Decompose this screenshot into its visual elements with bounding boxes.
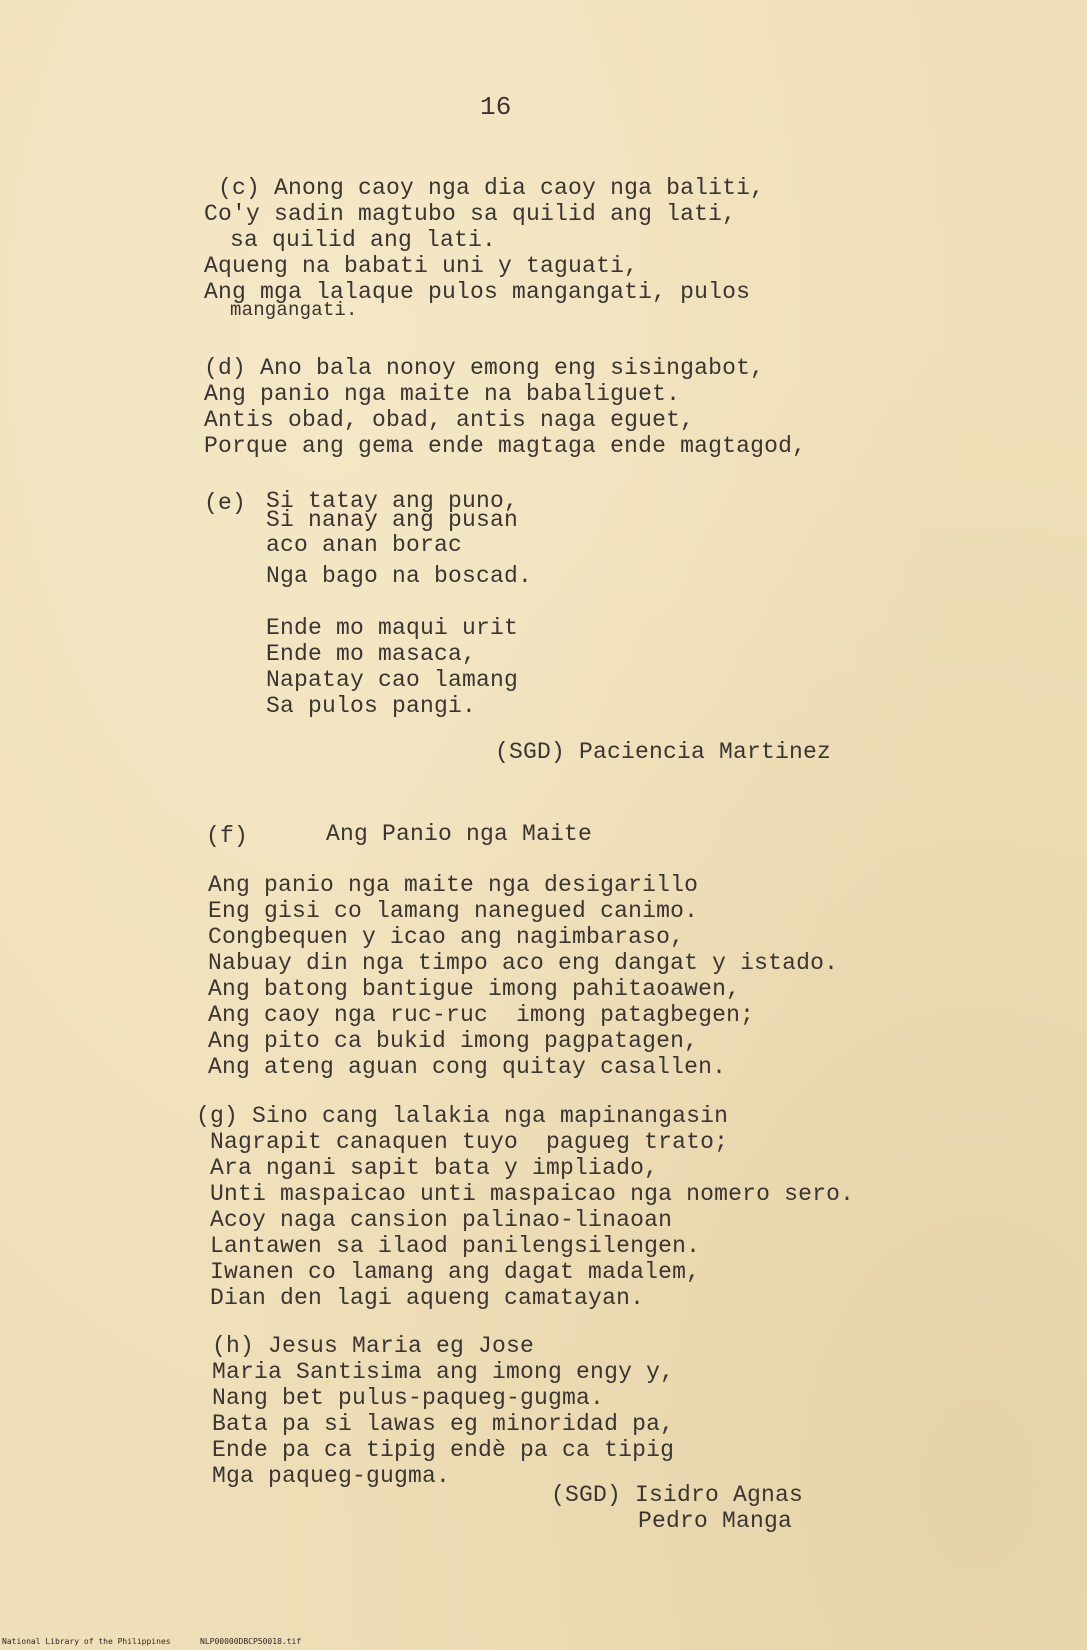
verse-line: Porque ang gema ende magtaga ende magtagod, [204, 433, 807, 459]
verse-line: Sa pulos pangi. [266, 693, 477, 719]
verse-line: Si nanay ang pusan [266, 507, 519, 533]
verse-line: Ang caoy nga ruc-ruc imong patagbegen; [208, 1002, 755, 1028]
verse-line: Unti maspaicao unti maspaicao nga nomero sero. [210, 1181, 855, 1207]
signature: Pedro Manga [638, 1508, 793, 1534]
footer-library-label: National Library of the Philippines [2, 1637, 171, 1646]
verse-line: (h) Jesus Maria eg Jose [212, 1333, 535, 1359]
verse-line: Antis obad, obad, antis naga eguet, [204, 407, 695, 433]
verse-line: Dian den lagi aqueng camatayan. [210, 1285, 645, 1311]
verse-line: Ang panio nga maite na babaliguet. [204, 381, 681, 407]
signature: (SGD) Paciencia Martinez [495, 739, 832, 765]
verse-line: (g) Sino cang lalakia nga mapinangasin [196, 1103, 729, 1129]
verse-line: Aqueng na babati uni y taguati, [204, 253, 639, 279]
verse-line: sa quilid ang lati. [230, 227, 497, 253]
verse-line: Nang bet pulus-paqueg-gugma. [212, 1385, 605, 1411]
verse-line: Ang ateng aguan cong quitay casallen. [208, 1054, 727, 1080]
verse-line: Ang batong bantigue imong pahitaoawen, [208, 976, 741, 1002]
verse-line: Iwanen co lamang ang dagat madalem, [210, 1259, 701, 1285]
verse-line: aco anan borac [266, 532, 463, 558]
verse-line: Ara ngani sapit bata y impliado, [210, 1155, 659, 1181]
verse-line: Mga paqueg-gugma. [212, 1463, 451, 1489]
verse-line: Nagrapit canaquen tuyo pagueg trato; [210, 1129, 729, 1155]
verse-line: Ende mo maqui urit [266, 615, 519, 641]
section-label: (f) [206, 823, 249, 849]
footer-file-name: NLP00000DBCP50018.tif [200, 1637, 302, 1646]
verse-line: Ang panio nga maite nga desigarillo [208, 872, 699, 898]
verse-line: Acoy naga cansion palinao-linaoan [210, 1207, 673, 1233]
section-label: (e) [204, 490, 247, 516]
verse-line: (c) Anong caoy nga dia caoy nga baliti, [218, 175, 765, 201]
verse-line: Napatay cao lamang [266, 667, 519, 693]
verse-line: Eng gisi co lamang nanegued canimo. [208, 898, 699, 924]
verse-line: Congbequen y icao ang nagimbaraso, [208, 924, 685, 950]
verse-line: Ende pa ca tipig endè pa ca tipig [212, 1437, 675, 1463]
verse-line: Si tatay ang puno, [266, 488, 519, 514]
verse-line-continuation: mangangati. [230, 299, 358, 321]
verse-line: Ang pito ca bukid imong pagpatagen, [208, 1028, 699, 1054]
verse-line: (d) Ano bala nonoy emong eng sisingabot, [204, 355, 765, 381]
verse-line: Nga bago na boscad. [266, 563, 533, 589]
verse-line: Co'y sadin magtubo sa quilid ang lati, [204, 201, 737, 227]
verse-line: Ende mo masaca, [266, 641, 477, 667]
verse-line: Maria Santisima ang imong engy y, [212, 1359, 675, 1385]
verse-line: Lantawen sa ilaod panilengsilengen. [210, 1233, 701, 1259]
poem-title: Ang Panio nga Maite [326, 821, 593, 847]
signature: (SGD) Isidro Agnas [551, 1482, 804, 1508]
verse-line: Nabuay din nga timpo aco eng dangat y istado. [208, 950, 839, 976]
verse-line: Ang mga lalaque pulos mangangati, pulos [204, 279, 751, 305]
page-number: 16 [480, 92, 512, 122]
verse-line: Bata pa si lawas eg minoridad pa, [212, 1411, 675, 1437]
